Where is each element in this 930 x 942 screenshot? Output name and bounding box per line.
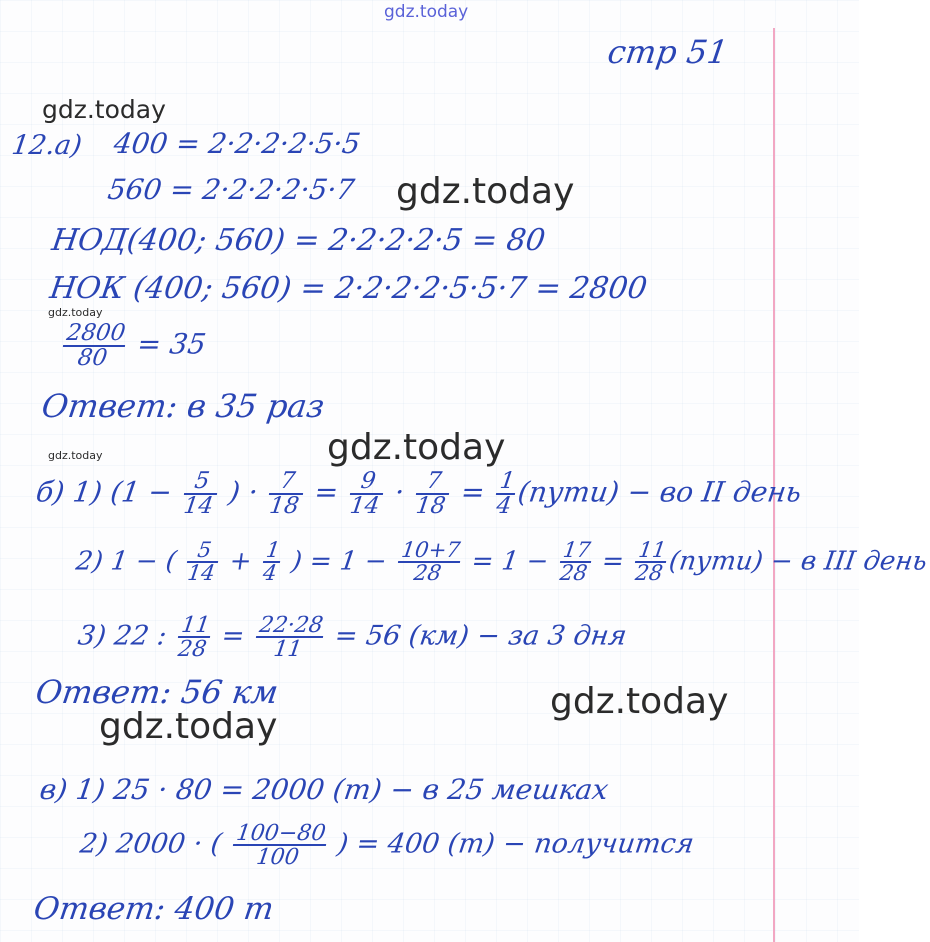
part-b-step-2: 2) 1 − ( $\frac{5}{14}$ + $\frac{1}{4}$ ) = 1 − $\frac{10+7}{28}$ = 1 − $\frac{17}{28}$ = $\frac{11}{28}$ (пути) − в III день (74, 538, 929, 587)
watermark: gdz.today (48, 449, 103, 462)
answer-a: Ответ: в 35 раз (39, 387, 327, 425)
answer-b: Ответ: 56 км (33, 673, 281, 711)
gcd-line: НОД(400; 560) = 2·2·2·2·5 = 80 (49, 223, 548, 258)
watermark: gdz.today (396, 171, 575, 212)
watermark: gdz.today (42, 95, 166, 124)
ratio-result: = 35 (135, 327, 208, 361)
watermark-top: gdz.today (384, 2, 469, 22)
part-c-label: в) (37, 773, 70, 806)
part-b-step-1: б) 1) (1 − $\frac{5}{14}$ ) · $\frac{7}{18}$ = $\frac{9}{14}$ · $\frac{7}{18}$ = $\frac{1}{4}$ (пути) − во II день (33, 468, 804, 519)
watermark: gdz.today (48, 306, 103, 319)
part-c-step-1: в) 1) 25 · 80 = 2000 (т) − в 25 мешках (37, 773, 611, 806)
watermark: gdz.today (550, 681, 729, 722)
part-c-step-2: 2) 2000 · ( $\frac{100-80}{100}$ ) = 400 (т) − получится (77, 820, 696, 871)
lcm-line: НОК (400; 560) = 2·2·2·2·5·5·7 = 2800 (47, 271, 650, 306)
watermark: gdz.today (327, 427, 506, 468)
part-b-label: б) (33, 475, 67, 509)
part-a-label: 12.a) (9, 130, 84, 161)
factorization-400: 400 = 2·2·2·2·5·5 (111, 127, 363, 160)
part-b-step-3: 3) 22 : $\frac{11}{28}$ = $\frac{22\cdot 28}{11}$ = 56 (км) − за 3 дня (75, 612, 629, 663)
page-number: стр 51 (605, 33, 731, 71)
ratio-line (57, 322, 209, 370)
factorization-560: 560 = 2·2·2·2·5·7 (105, 173, 357, 206)
answer-c: Ответ: 400 т (31, 891, 276, 927)
watermark: gdz.today (99, 706, 278, 747)
ratio-fraction: $\frac{2800}{80}$ (60, 322, 129, 370)
